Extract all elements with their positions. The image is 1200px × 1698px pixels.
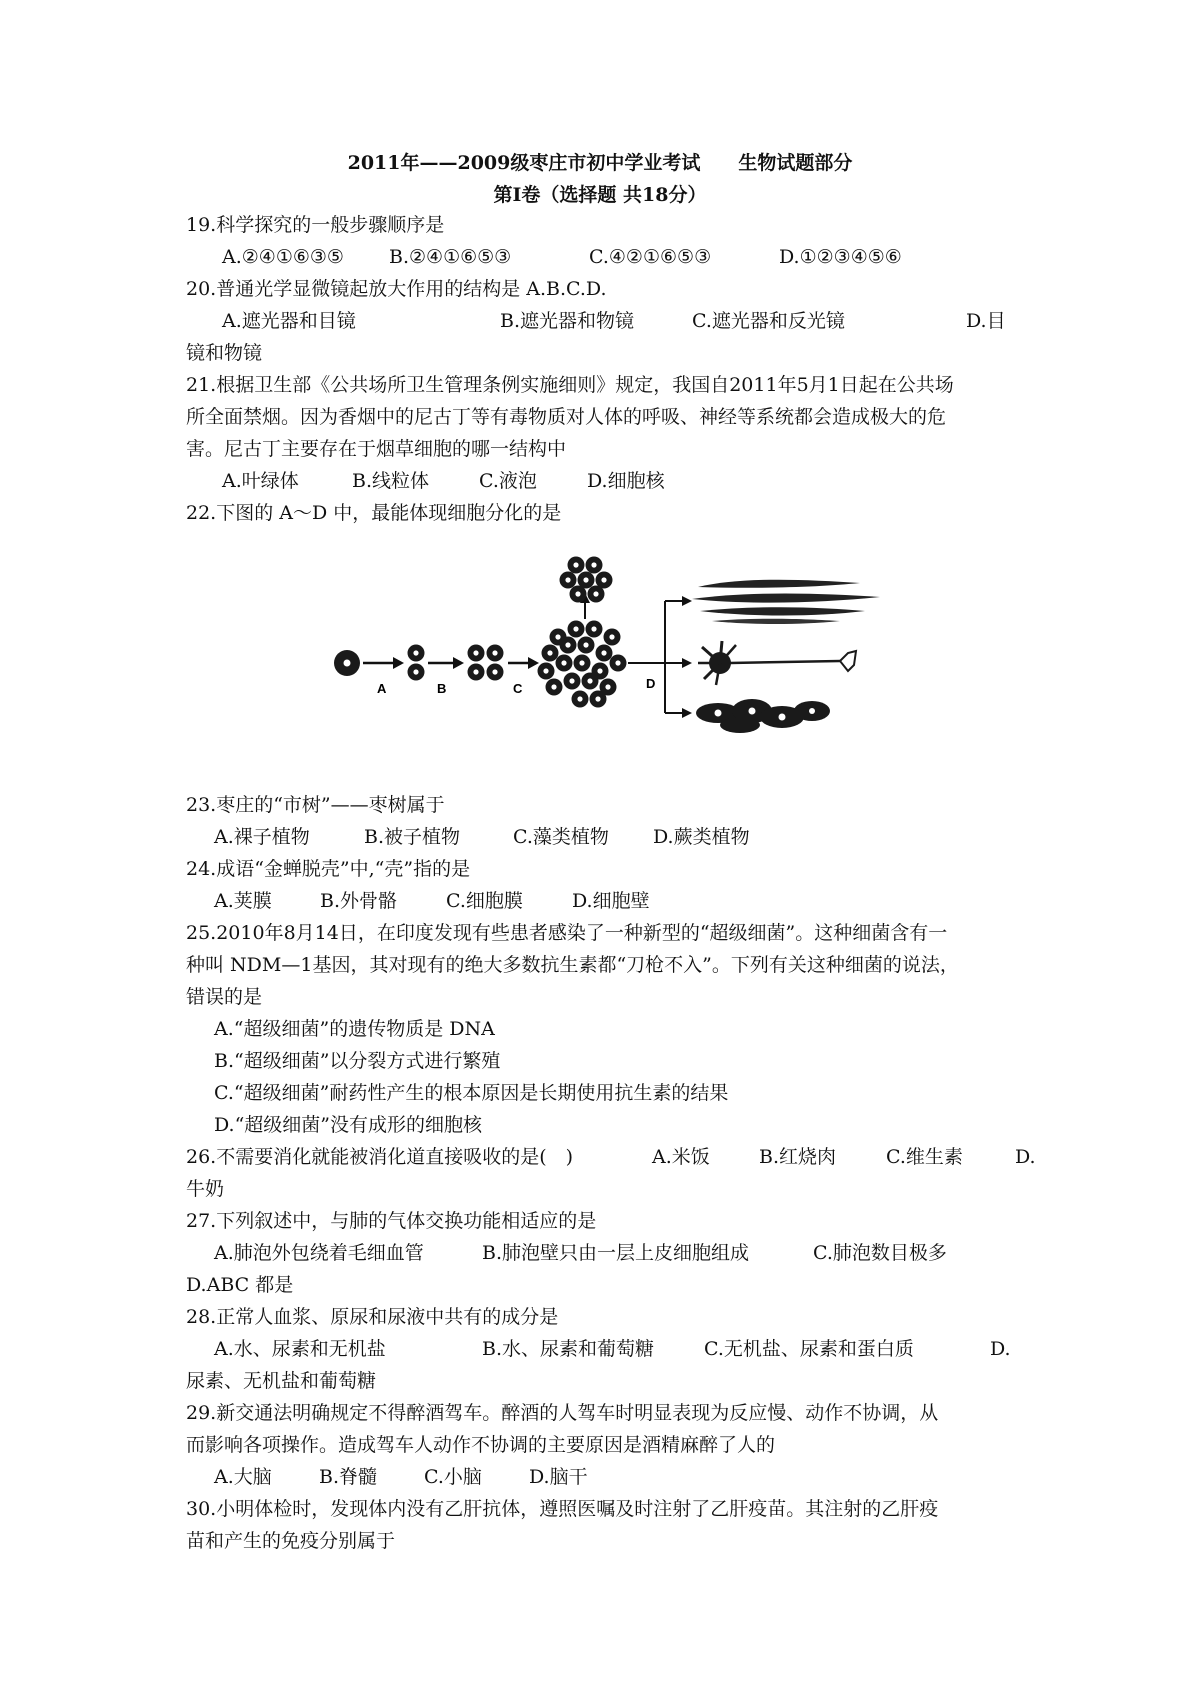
- question-25-option-d: D.“超级细菌”没有成形的细胞核: [214, 1114, 483, 1136]
- label-d: D: [646, 676, 656, 691]
- question-25-line-2: 种叫 NDM—1基因，其对现有的绝大多数抗生素都“刀枪不入”。下列有关这种细菌的说法，: [186, 954, 959, 976]
- option-c: C.小脑: [424, 1466, 482, 1488]
- question-29-line-1: 29.新交通法明确规定不得醉酒驾车。醉酒的人驾车时明显表现为反应慢、动作不协调，从: [186, 1402, 939, 1424]
- arrow-d-icon: [628, 596, 692, 718]
- question-28-wrap: 尿素、无机盐和葡萄糖: [186, 1370, 377, 1392]
- arrow-b-icon: [428, 657, 464, 669]
- question-24-options: [214, 889, 650, 913]
- question-26-wrap: 牛奶: [186, 1178, 225, 1200]
- question-28-options: [214, 1337, 1011, 1361]
- question-25-option-a: A.“超级细菌”的遗传物质是 DNA: [214, 1018, 495, 1040]
- option-c: C.④②①⑥⑤③: [589, 246, 712, 268]
- question-29-line-2: 而影响各项操作。造成驾车人动作不协调的主要原因是酒精麻醉了人的: [186, 1434, 776, 1456]
- option-d: D.细胞壁: [572, 890, 650, 912]
- question-23-options: [214, 825, 750, 849]
- option-a: A.大脑: [214, 1466, 272, 1488]
- option-b: B.被子植物: [364, 826, 461, 848]
- option-d: D.: [990, 1338, 1011, 1360]
- option-d: D.目: [966, 310, 1006, 332]
- option-d: D.: [1015, 1146, 1036, 1168]
- label-b: B: [437, 681, 447, 696]
- option-d: D.蕨类植物: [653, 826, 750, 848]
- option-c: C.细胞膜: [446, 890, 523, 912]
- question-20-stem: 20.普通光学显微镜起放大作用的结构是 A.B.C.D.: [186, 278, 607, 300]
- option-a: A.叶绿体: [222, 470, 299, 492]
- question-21-line-3: 害。尼古丁主要存在于烟草细胞的哪一结构中: [186, 438, 567, 460]
- question-21-options: [222, 469, 665, 493]
- option-a: A.荚膜: [214, 890, 272, 912]
- option-a: A.遮光器和目镜: [222, 310, 356, 332]
- question-19-stem: 19.科学探究的一般步骤顺序是: [186, 214, 445, 236]
- question-27-stem: 27.下列叙述中，与肺的气体交换功能相适应的是: [186, 1210, 597, 1232]
- question-26-line: [186, 1145, 1036, 1169]
- question-26-stem: 26.不需要消化就能被消化道直接吸收的是( ): [186, 1146, 574, 1168]
- option-b: B.②④①⑥⑤③: [389, 246, 512, 268]
- option-d: D.①②③④⑤⑥: [779, 246, 902, 268]
- question-25-line-1: 25.2010年8月14日，在印度发现有些患者感染了一种新型的“超级细菌”。这种细菌含有一: [186, 922, 948, 944]
- option-c: C.遮光器和反光镜: [692, 310, 845, 332]
- option-c: C.无机盐、尿素和蛋白质: [704, 1338, 914, 1360]
- question-19-options: [222, 245, 902, 269]
- option-a: A.水、尿素和无机盐: [214, 1338, 386, 1360]
- option-b: B.脊髓: [319, 1466, 378, 1488]
- question-29-options: [214, 1465, 588, 1489]
- option-c: C.液泡: [479, 470, 537, 492]
- single-cell-icon: [334, 650, 360, 676]
- arrow-c-icon: [508, 657, 539, 669]
- question-28-stem: 28.正常人血浆、原尿和尿液中共有的成分是: [186, 1306, 559, 1328]
- option-d: D.细胞核: [587, 470, 665, 492]
- option-b: B.遮光器和物镜: [500, 310, 635, 332]
- option-b: B.水、尿素和葡萄糖: [482, 1338, 655, 1360]
- two-cells-icon: [408, 645, 425, 681]
- option-d: D.脑干: [529, 1466, 588, 1488]
- question-25-line-3: 错误的是: [186, 986, 263, 1008]
- cell-mass-icon: [538, 621, 627, 708]
- question-20-options: [222, 309, 1006, 333]
- option-a: A.米饭: [652, 1146, 710, 1168]
- question-25-option-c: C.“超级细菌”耐药性产生的根本原因是长期使用抗生素的结果: [214, 1082, 729, 1104]
- muscle-tissue-icon: [692, 580, 880, 624]
- exam-title: 2011年——2009级枣庄市初中学业考试 生物试题部分: [347, 152, 853, 174]
- question-27-options: [214, 1241, 947, 1265]
- question-27-wrap: D.ABC 都是: [186, 1274, 294, 1296]
- question-20-wrap: 镜和物镜: [186, 342, 263, 364]
- label-c: C: [513, 681, 523, 696]
- question-22-stem: 22.下图的 A～D 中，最能体现细胞分化的是: [186, 502, 562, 524]
- arrow-a-icon: [363, 657, 404, 669]
- epithelial-tissue-icon: [696, 699, 830, 733]
- question-30-line-1: 30.小明体检时，发现体内没有乙肝抗体，遵照医嘱及时注射了乙肝疫苗。其注射的乙肝疫: [186, 1498, 939, 1520]
- option-b: B.外骨骼: [320, 890, 398, 912]
- label-a: A: [377, 681, 387, 696]
- question-30-line-2: 苗和产生的免疫分别属于: [186, 1530, 396, 1552]
- neuron-icon: [698, 641, 856, 685]
- question-21-line-2: 所全面禁烟。因为香烟中的尼古丁等有毒物质对人体的呼吸、神经等系统都会造成极大的危: [186, 406, 947, 428]
- option-c: C.肺泡数目极多: [813, 1242, 947, 1264]
- question-24-stem: 24.成语“金蝉脱壳”中,“壳”指的是: [186, 858, 471, 880]
- option-a: A.裸子植物: [214, 826, 310, 848]
- four-cells-icon: [468, 645, 504, 681]
- option-a: A.肺泡外包绕着毛细血管: [214, 1242, 424, 1264]
- option-c: C.藻类植物: [513, 826, 609, 848]
- option-c: C.维生素: [886, 1146, 963, 1168]
- option-b: B.红烧肉: [759, 1146, 837, 1168]
- question-23-stem: 23.枣庄的“市树”——枣树属于: [186, 794, 445, 816]
- option-a: A.②④①⑥③⑤: [222, 246, 344, 268]
- top-cell-cluster-icon: [560, 557, 613, 603]
- option-b: B.线粒体: [352, 470, 430, 492]
- cell-differentiation-figure: [320, 553, 900, 738]
- section-title: 第Ⅰ卷（选择题 共18分）: [493, 184, 707, 206]
- question-21-line-1: 21.根据卫生部《公共场所卫生管理条例实施细则》规定，我国自2011年5月1日起在公共场: [186, 374, 954, 396]
- question-25-option-b: B.“超级细菌”以分裂方式进行繁殖: [214, 1050, 501, 1072]
- option-b: B.肺泡壁只由一层上皮细胞组成: [482, 1242, 750, 1264]
